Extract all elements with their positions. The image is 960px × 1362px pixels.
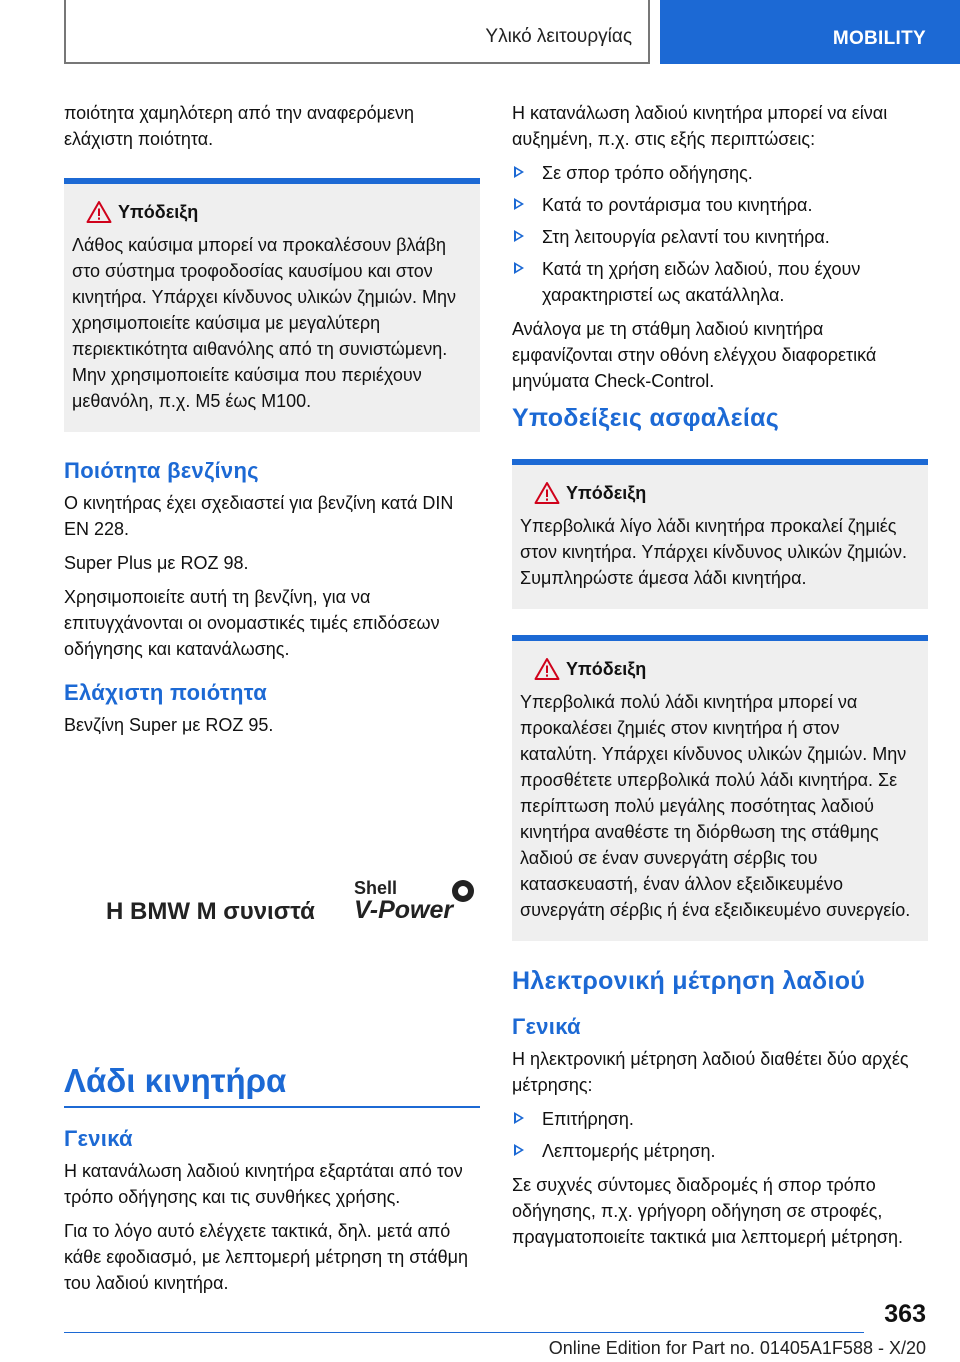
warning-triangle-icon xyxy=(534,657,560,681)
fuel-paragraph-1: Ο κινητήρας έχει σχεδιαστεί για βενζίνη κατά DIN EN 228. xyxy=(64,493,454,539)
electronic-measurement-heading: Ηλεκτρονική μέτρηση λαδιού xyxy=(512,967,866,995)
list-item: Στη λειτουργία ρελαντί του κινητήρα. xyxy=(512,224,928,250)
notice-header xyxy=(520,657,920,685)
intro-paragraph: ποιότητα χαμηλότερη από την αναφερόμενη ελάχιστη ποιότητα. xyxy=(64,103,415,149)
header-section-box xyxy=(64,0,650,64)
notice-title: Υπόδειξη xyxy=(566,483,647,503)
consumption-intro: Η κατανάλωση λαδιού κινητήρα μπορεί να είναι αυξημένη, π.χ. στις εξής περιπτώσεις: xyxy=(512,103,888,149)
consumption-outro: Ανάλογα με τη στάθμη λαδιού κινητήρα εμφανίζονται στην οθόνη ελέγχου διαφορετικά μηνύματα Check-Control. xyxy=(512,319,877,391)
registered-mark-icon xyxy=(452,880,474,902)
notice-header xyxy=(520,481,920,509)
electronic-outro: Σε συχνές σύντομες διαδρομές ή σπορ τρόπο οδήγησης, π.χ. γρήγορη οδήγηση σε στροφές, πραγματοποιείτε τακτικά μια λεπτομερή μέτρηση. xyxy=(512,1175,903,1247)
right-column xyxy=(512,100,928,1258)
consumption-list xyxy=(512,160,928,308)
fuel-quality-heading: Ποιότητα βενζίνης xyxy=(64,458,259,483)
list-item: Κατά τη χρήση ειδών λαδιού, που έχουν χαρακτηριστεί ως ακατάλληλα. xyxy=(512,256,928,308)
left-column xyxy=(64,100,480,1304)
fuel-paragraph-2: Super Plus με ROZ 98. xyxy=(64,553,249,573)
notice-box-fuel xyxy=(64,178,480,432)
header-mobility-tab[interactable] xyxy=(660,0,960,64)
warning-triangle-icon xyxy=(534,481,560,505)
notice-text: Λάθος καύσιμα μπορεί να προκαλέσουν βλάβη στο σύστημα τροφοδοσίας καυσίμου και στον κινητήρα. Υπάρχει κίνδυνος υλικών ζημιών. Μην χρησιμοποιείτε καύσιμα με μεγαλύτερη περιεκτικότητα αιθανόλης από τη συνιστώμενη. Μην χρησιμοποιείτε καύσιμα που περιέχουν μεθανόλη, π.χ. M5 έως M100. xyxy=(72,235,457,411)
list-item: Επιτήρηση. xyxy=(512,1106,928,1132)
list-item: Λεπτομερής μέτρηση. xyxy=(512,1138,928,1164)
ad-brand-main: V-Power xyxy=(354,896,454,924)
notice-text: Υπερβολικά πολύ λάδι κινητήρα μπορεί να προκαλέσει ζημιές στον κινητήρα ή στον καταλύτη. Υπάρχει κίνδυνος υλικών ζημιών. Μην προσθέτετε υπερβολικά πολύ λάδι κινητήρα. Σε περίπτωση πολύ μεγάλης ποσότητας λαδιού κινητήρα αναθέστε τη διόρθωση της στάθμης λαδιού σε έναν συνεργάτη σέρβις του κατασκευαστή, έναν άλλον εξειδικευμένο συνεργάτη σέρβις ή ένα εξειδικευμένο συνεργείο. xyxy=(520,692,911,920)
footer-divider xyxy=(64,1332,864,1333)
list-item: Κατά το ροντάρισμα του κινητήρα. xyxy=(512,192,928,218)
safety-heading: Υποδείξεις ασφαλείας xyxy=(512,404,780,432)
list-item: Σε σπορ τρόπο οδήγησης. xyxy=(512,160,928,186)
notice-text: Υπερβολικά λίγο λάδι κινητήρα προκαλεί ζημιές στον κινητήρα. Υπάρχει κίνδυνος υλικών ζημιών. Συμπληρώστε άμεσα λάδι κινητήρα. xyxy=(520,516,907,588)
triangle-bullet-icon xyxy=(514,262,524,274)
general-paragraph-2: Για το λόγο αυτό ελέγχετε τακτικά, δηλ. μετά από κάθε εφοδιασμό, με λεπτομερή μέτρηση τη στάθμη του λαδιού κινητήρα. xyxy=(64,1221,468,1293)
measurement-principles-list xyxy=(512,1106,928,1164)
warning-triangle-icon xyxy=(86,200,112,224)
triangle-bullet-icon xyxy=(514,166,524,178)
notice-title: Υπόδειξη xyxy=(566,659,647,679)
header-tab-label: MOBILITY xyxy=(832,28,926,49)
header-section-title: Υλικό λειτουργίας xyxy=(485,26,632,47)
triangle-bullet-icon xyxy=(514,198,524,210)
notice-box-low-oil xyxy=(512,459,928,609)
triangle-bullet-icon xyxy=(514,1144,524,1156)
general-heading: Γενικά xyxy=(64,1126,133,1151)
footer-edition-text: Online Edition for Part no. 01405A1F588 - X/20 xyxy=(548,1338,926,1358)
page-number: 363 xyxy=(884,1300,926,1328)
notice-title: Υπόδειξη xyxy=(118,202,199,222)
general-paragraph-1: Η κατανάλωση λαδιού κινητήρα εξαρτάται από τον τρόπο οδήγησης και τις συνθήκες χρήσης. xyxy=(64,1161,463,1207)
shell-vpower-ad xyxy=(64,830,480,950)
oil-chapter-heading: Λάδι κινητήρα xyxy=(64,1062,480,1108)
electronic-intro: Η ηλεκτρονική μέτρηση λαδιού διαθέτει δύο αρχές μέτρησης: xyxy=(512,1049,909,1095)
notice-header xyxy=(72,200,472,228)
triangle-bullet-icon xyxy=(514,1112,524,1124)
notice-box-excess-oil xyxy=(512,635,928,941)
min-quality-heading: Ελάχιστη ποιότητα xyxy=(64,680,268,705)
min-quality-text: Βενζίνη Super με ROZ 95. xyxy=(64,715,274,735)
ad-recommend-text: Η BMW M συνιστά xyxy=(106,898,315,925)
fuel-paragraph-3: Χρησιμοποιείτε αυτή τη βενζίνη, για να επιτυγχάνονται οι ονομαστικές τιμές επιδόσεων οδήγησης και κατανάλωσης. xyxy=(64,587,440,659)
triangle-bullet-icon xyxy=(514,230,524,242)
electronic-general-heading: Γενικά xyxy=(512,1014,581,1039)
ad-brand-top: Shell xyxy=(354,878,398,898)
